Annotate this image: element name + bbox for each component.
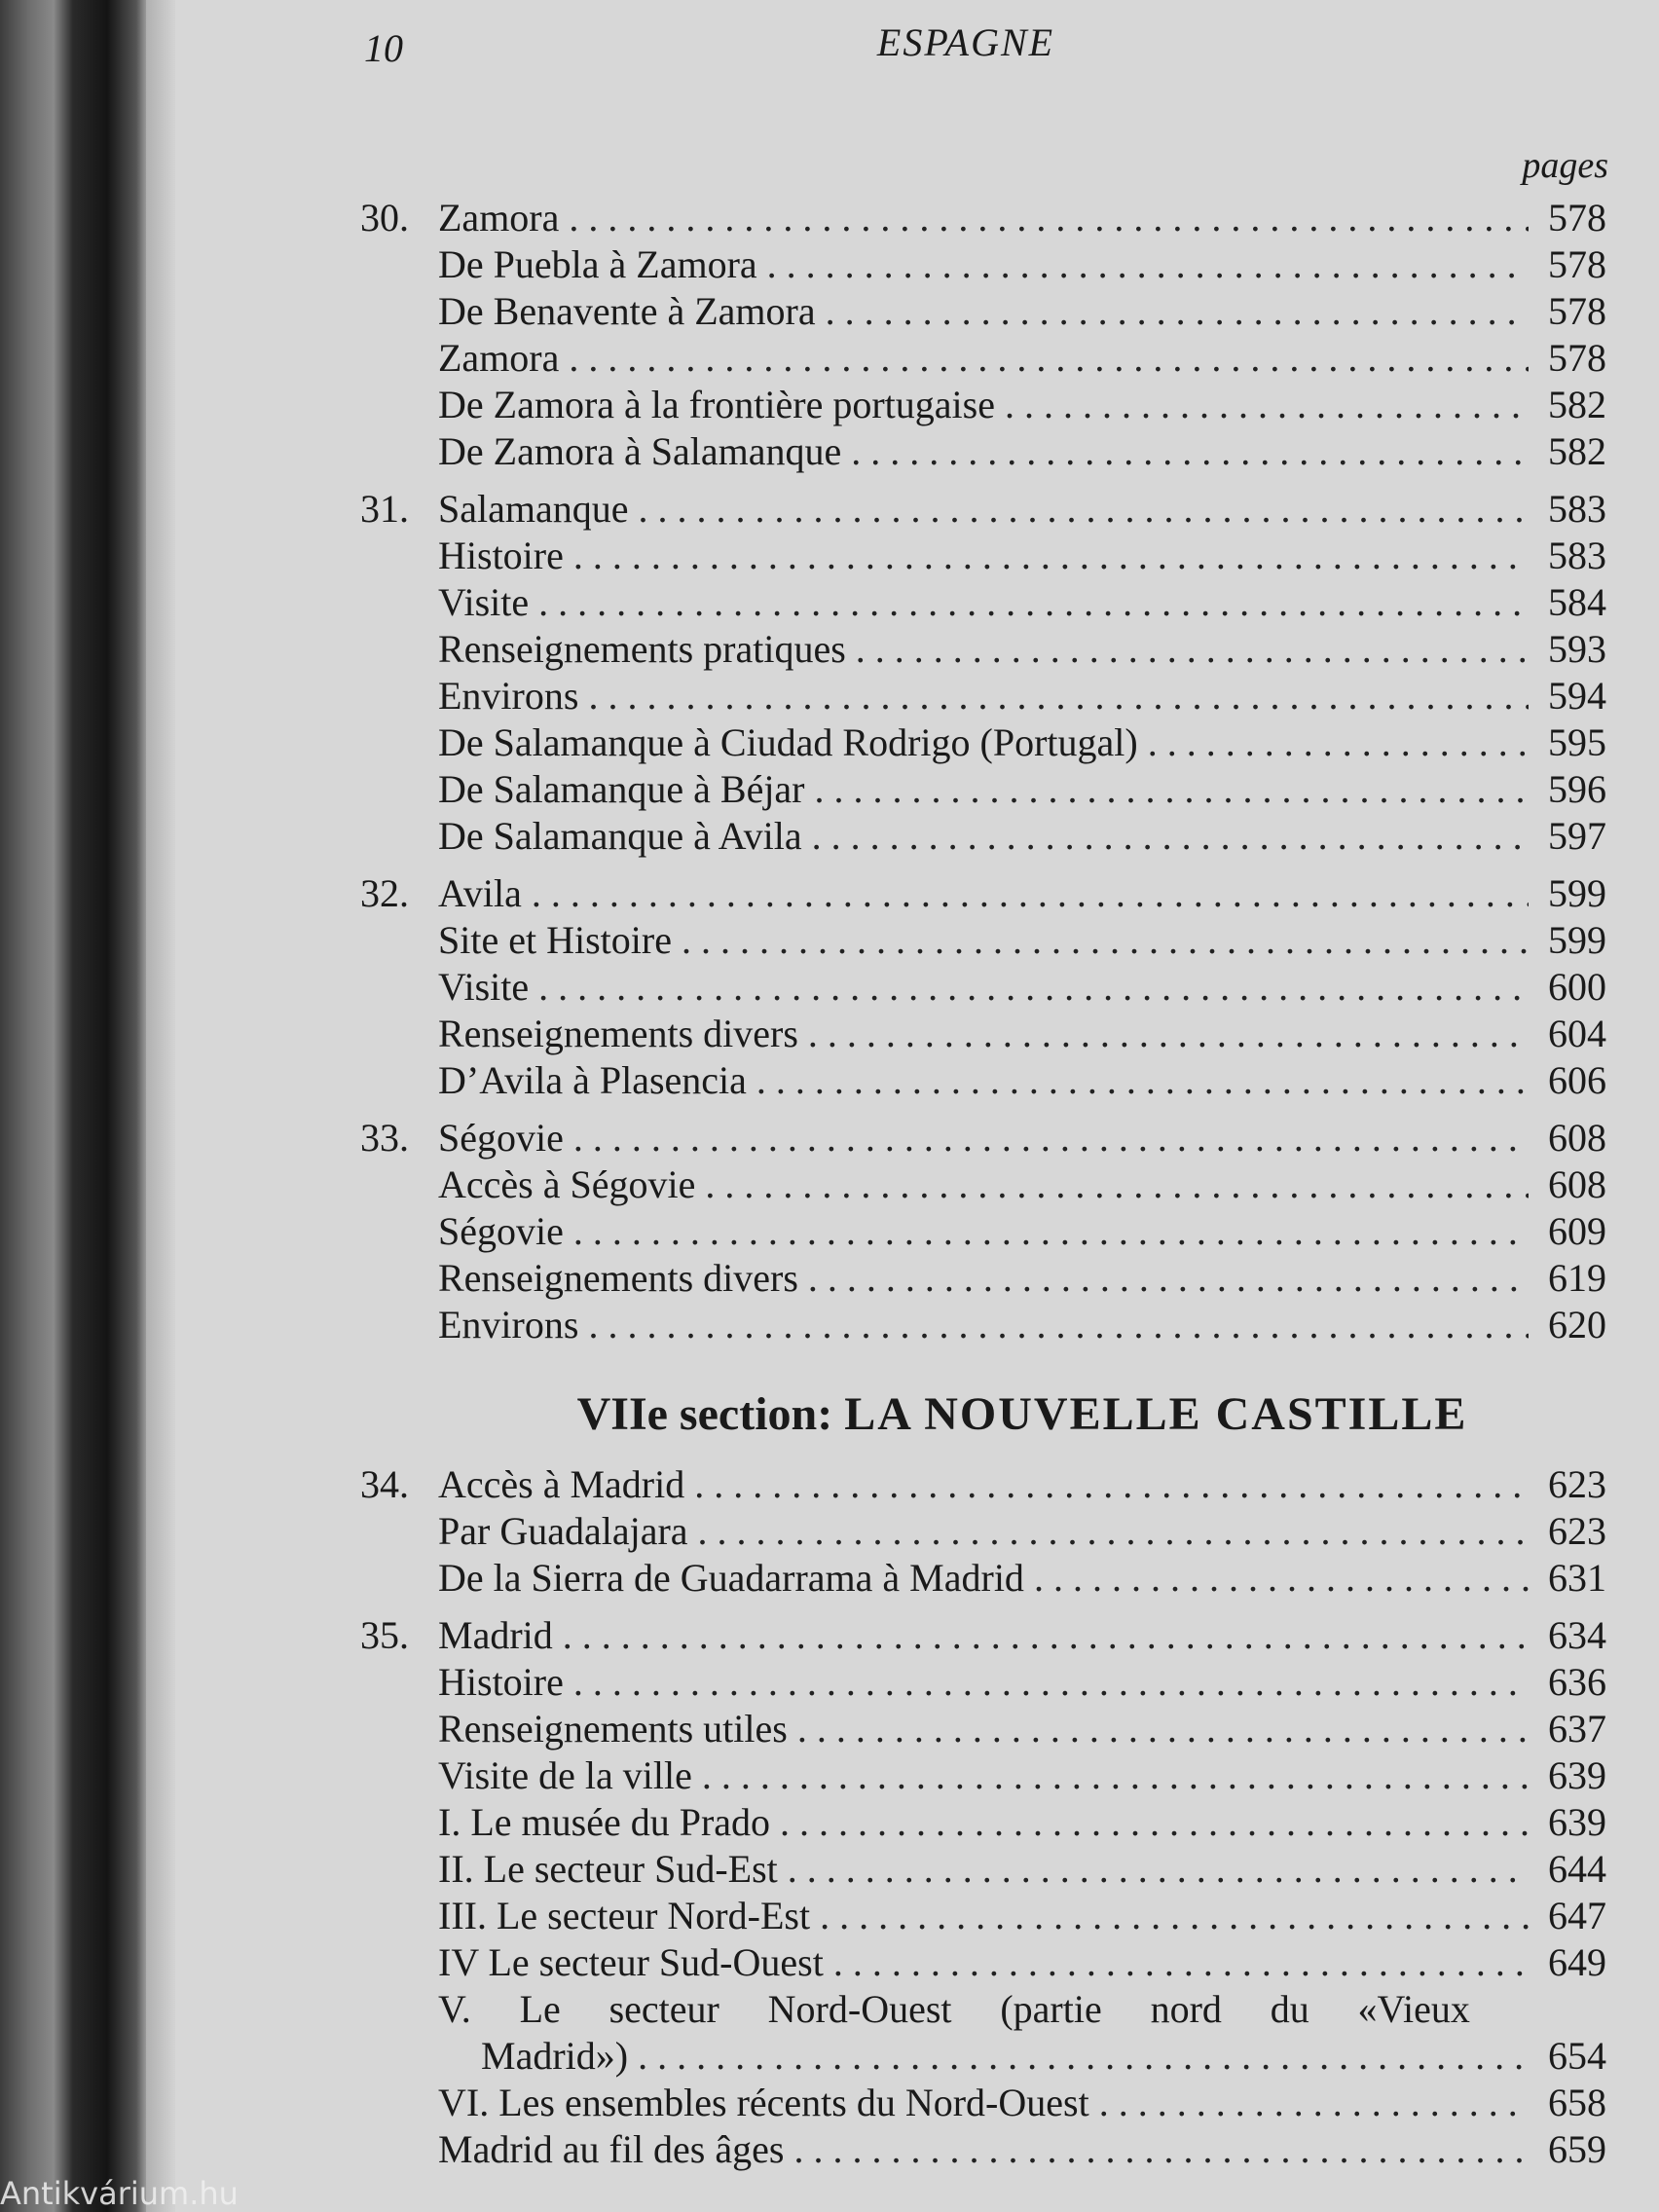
toc-entry-page: 593 — [1548, 627, 1606, 671]
toc-entry-label: Accès à Ségovie — [438, 1162, 696, 1206]
table-of-contents — [360, 195, 1606, 2173]
page-number: 10 — [364, 26, 403, 70]
toc-entry — [360, 1939, 1606, 1986]
leader-dots — [563, 1612, 1529, 1659]
toc-entry — [360, 288, 1606, 335]
toc-entry — [360, 1706, 1606, 1752]
toc-entry-page: 597 — [1548, 814, 1606, 858]
toc-entry-label: De la Sierra de Guadarrama à Madrid — [438, 1556, 1024, 1600]
toc-entry — [360, 195, 1606, 241]
wrapped-entry-word: secteur — [608, 1987, 719, 2031]
toc-entry — [360, 382, 1606, 428]
toc-entry-label: Renseignements pratiques — [438, 627, 846, 671]
book-spine — [0, 0, 146, 2212]
toc-entry — [360, 1555, 1606, 1602]
leader-dots — [756, 1057, 1529, 1104]
toc-entry-page: 623 — [1548, 1462, 1606, 1506]
toc-entry-page: 619 — [1548, 1256, 1606, 1300]
toc-entry-page: 595 — [1548, 720, 1606, 764]
toc-entry-page: 620 — [1548, 1303, 1606, 1346]
toc-entry-label: Zamora — [438, 196, 560, 240]
toc-groups-part1 — [360, 195, 1606, 1348]
toc-entry-label: De Salamanque à Béjar — [438, 767, 805, 811]
leader-dots — [815, 766, 1529, 813]
toc-entry — [360, 1659, 1606, 1706]
toc-entry — [360, 579, 1606, 626]
toc-entry-page: 596 — [1548, 767, 1606, 811]
toc-entry-page: 631 — [1548, 1556, 1606, 1600]
toc-entry-page: 583 — [1548, 534, 1606, 577]
leader-dots — [682, 917, 1529, 964]
toc-groups-part2 — [360, 1461, 1606, 1986]
leader-dots — [569, 335, 1529, 382]
toc-entry-page: 599 — [1548, 871, 1606, 915]
wrapped-entry-line2 — [360, 2033, 1606, 2080]
section-prefix: VIIe section: — [576, 1388, 833, 1440]
leader-dots — [569, 195, 1529, 241]
toc-entry-page: 636 — [1548, 1660, 1606, 1704]
toc-group — [360, 195, 1606, 475]
toc-entry — [360, 428, 1606, 475]
toc-entry-page: 608 — [1548, 1162, 1606, 1206]
toc-wrapped-entry — [360, 1986, 1606, 2080]
toc-entry-label: Site et Histoire — [438, 918, 672, 962]
toc-entry-label: De Salamanque à Avila — [438, 814, 802, 858]
wrapped-entry-line1 — [360, 1986, 1606, 2033]
toc-entry-label: Visite — [438, 580, 530, 624]
leader-dots — [639, 486, 1530, 533]
leader-dots — [793, 2126, 1529, 2173]
leader-dots — [638, 2033, 1529, 2080]
toc-entry — [360, 673, 1606, 719]
toc-entry — [360, 1508, 1606, 1555]
toc-entry-page: 609 — [1548, 1209, 1606, 1253]
leader-dots — [573, 1208, 1529, 1255]
wrapped-entry-word: V. — [438, 1987, 471, 2031]
toc-entry — [360, 2080, 1606, 2126]
toc-entry-page: 582 — [1548, 429, 1606, 473]
toc-entry-label: Avila — [438, 871, 522, 915]
toc-entry — [360, 1011, 1606, 1057]
toc-entry-label: Madrid») — [481, 2034, 629, 2078]
wrapped-entry-word: Nord-Ouest — [767, 1987, 952, 2031]
leader-dots — [797, 1706, 1529, 1752]
toc-entry-label: D’Avila à Plasencia — [438, 1058, 747, 1102]
toc-entry-label: Environs — [438, 1303, 579, 1346]
toc-entry-number: 34. — [360, 1462, 409, 1506]
leader-dots — [780, 1799, 1529, 1846]
toc-entry-page: 584 — [1548, 580, 1606, 624]
leader-dots — [851, 428, 1529, 475]
wrapped-entry-word: «Vieux — [1357, 1987, 1470, 2031]
toc-entry — [360, 766, 1606, 813]
running-title: ESPAGNE — [876, 20, 1055, 64]
toc-entry — [360, 719, 1606, 766]
toc-group — [360, 1115, 1606, 1348]
toc-entry-label: De Zamora à la frontière portugaise — [438, 383, 995, 426]
toc-group — [360, 870, 1606, 1104]
toc-entry-number: 31. — [360, 487, 409, 531]
toc-entry-label: Ségovie — [438, 1116, 564, 1160]
toc-entry-label: Environs — [438, 674, 579, 718]
leader-dots — [1034, 1555, 1529, 1602]
leader-dots — [788, 1846, 1529, 1893]
leader-dots — [808, 1255, 1529, 1302]
leader-dots — [808, 1011, 1529, 1057]
toc-entry-label: VI. Les ensembles récents du Nord-Ouest — [438, 2081, 1089, 2124]
toc-entry-label: II. Le secteur Sud-Est — [438, 1847, 778, 1891]
toc-entry — [360, 1115, 1606, 1161]
toc-entry-label: Histoire — [438, 1660, 564, 1704]
leader-dots — [573, 533, 1529, 579]
toc-group — [360, 1612, 1606, 1986]
toc-entry-number: 35. — [360, 1613, 409, 1657]
leader-dots — [698, 1508, 1529, 1555]
page-gutter — [146, 0, 175, 2212]
leader-dots — [588, 673, 1529, 719]
toc-entry-label: Madrid — [438, 1613, 553, 1657]
toc-entry-page: 578 — [1548, 289, 1606, 333]
toc-entry-page: 582 — [1548, 383, 1606, 426]
toc-entry-page: 649 — [1548, 1940, 1606, 1984]
toc-entry — [360, 870, 1606, 917]
toc-entry — [360, 1612, 1606, 1659]
toc-entry-label: IV Le secteur Sud-Ouest — [438, 1940, 824, 1984]
toc-entry — [360, 2126, 1606, 2173]
leader-dots — [826, 288, 1529, 335]
toc-entry-page: 623 — [1548, 1509, 1606, 1553]
leader-dots — [538, 579, 1529, 626]
toc-entry-page: 599 — [1548, 918, 1606, 962]
toc-entry-page: 658 — [1548, 2081, 1606, 2124]
toc-entry — [360, 1846, 1606, 1893]
toc-entry-label: I. Le musée du Prado — [438, 1800, 771, 1844]
toc-tail-entries — [360, 2080, 1606, 2173]
leader-dots — [694, 1461, 1529, 1508]
leader-dots — [705, 1161, 1529, 1208]
toc-entry-label: Renseignements divers — [438, 1256, 798, 1300]
leader-dots — [812, 813, 1529, 860]
toc-entry-label: De Benavente à Zamora — [438, 289, 816, 333]
wrapped-entry-word: nord — [1150, 1987, 1222, 2031]
wrapped-entry-word: (partie — [1000, 1987, 1102, 2031]
toc-entry — [360, 486, 1606, 533]
leader-dots — [767, 241, 1529, 288]
wrapped-entry-word: du — [1270, 1987, 1309, 2031]
leader-dots — [833, 1939, 1529, 1986]
toc-entry-label: Histoire — [438, 534, 564, 577]
toc-entry — [360, 241, 1606, 288]
toc-entry-label: Accès à Madrid — [438, 1462, 685, 1506]
toc-group — [360, 1461, 1606, 1602]
leader-dots — [856, 626, 1529, 673]
toc-entry — [360, 1161, 1606, 1208]
toc-entry — [360, 1893, 1606, 1939]
wrapped-entry-word: Le — [519, 1987, 561, 2031]
toc-entry-page: 647 — [1548, 1894, 1606, 1937]
toc-entry-page: 578 — [1548, 336, 1606, 380]
toc-entry — [360, 1057, 1606, 1104]
toc-entry-label: De Puebla à Zamora — [438, 242, 757, 286]
toc-entry-label: Zamora — [438, 336, 560, 380]
toc-entry-page: 659 — [1548, 2127, 1606, 2171]
toc-entry-label: Par Guadalajara — [438, 1509, 688, 1553]
toc-entry-page: 578 — [1548, 242, 1606, 286]
toc-entry — [360, 626, 1606, 673]
toc-entry-page: 639 — [1548, 1800, 1606, 1844]
leader-dots — [1148, 719, 1529, 766]
toc-entry — [360, 1255, 1606, 1302]
toc-entry-label: Renseignements utiles — [438, 1707, 788, 1751]
page-header — [175, 19, 1659, 78]
toc-entry-page: 578 — [1548, 196, 1606, 240]
toc-entry-page: 639 — [1548, 1753, 1606, 1797]
toc-entry — [360, 335, 1606, 382]
toc-entry-label: Renseignements divers — [438, 1012, 798, 1055]
toc-entry-label: Madrid au fil des âges — [438, 2127, 785, 2171]
toc-entry-label: De Salamanque à Ciudad Rodrigo (Portugal) — [438, 720, 1138, 764]
toc-entry-page: 634 — [1548, 1613, 1606, 1657]
toc-entry-label: Salamanque — [438, 487, 629, 531]
leader-dots — [588, 1302, 1529, 1348]
leader-dots — [573, 1115, 1529, 1161]
book-page — [175, 0, 1659, 2212]
toc-entry-page: 637 — [1548, 1707, 1606, 1751]
toc-entry-number: 30. — [360, 196, 409, 240]
toc-entry — [360, 917, 1606, 964]
toc-entry-label: III. Le secteur Nord-Est — [438, 1894, 811, 1937]
toc-entry — [360, 1752, 1606, 1799]
toc-entry-number: 33. — [360, 1116, 409, 1160]
toc-entry-label: Ségovie — [438, 1209, 564, 1253]
leader-dots — [702, 1752, 1529, 1799]
toc-entry-number: 32. — [360, 871, 409, 915]
toc-entry — [360, 1302, 1606, 1348]
toc-entry-label: Visite de la ville — [438, 1753, 692, 1797]
pages-column-label: pages — [1522, 145, 1608, 186]
section-title: LA NOUVELLE CASTILLE — [844, 1388, 1468, 1440]
toc-entry-page: 604 — [1548, 1012, 1606, 1055]
toc-entry — [360, 1799, 1606, 1846]
toc-entry — [360, 1208, 1606, 1255]
toc-group — [360, 486, 1606, 860]
toc-entry — [360, 533, 1606, 579]
toc-entry-label: De Zamora à Salamanque — [438, 429, 842, 473]
leader-dots — [1099, 2080, 1529, 2126]
leader-dots — [532, 870, 1529, 917]
toc-entry-page: 594 — [1548, 674, 1606, 718]
toc-entry-page: 606 — [1548, 1058, 1606, 1102]
toc-entry-label: Visite — [438, 965, 530, 1009]
toc-entry-page: 583 — [1548, 487, 1606, 531]
leader-dots — [573, 1659, 1529, 1706]
section-heading — [360, 1383, 1606, 1446]
toc-entry-page: 654 — [1548, 2034, 1606, 2078]
toc-entry — [360, 964, 1606, 1011]
leader-dots — [820, 1893, 1529, 1939]
toc-entry-page: 608 — [1548, 1116, 1606, 1160]
toc-entry-page: 644 — [1548, 1847, 1606, 1891]
toc-entry — [360, 1461, 1606, 1508]
toc-entry — [360, 813, 1606, 860]
leader-dots — [538, 964, 1529, 1011]
toc-entry-page: 600 — [1548, 965, 1606, 1009]
leader-dots — [1005, 382, 1529, 428]
watermark: Antikvárium.hu — [0, 2175, 239, 2212]
